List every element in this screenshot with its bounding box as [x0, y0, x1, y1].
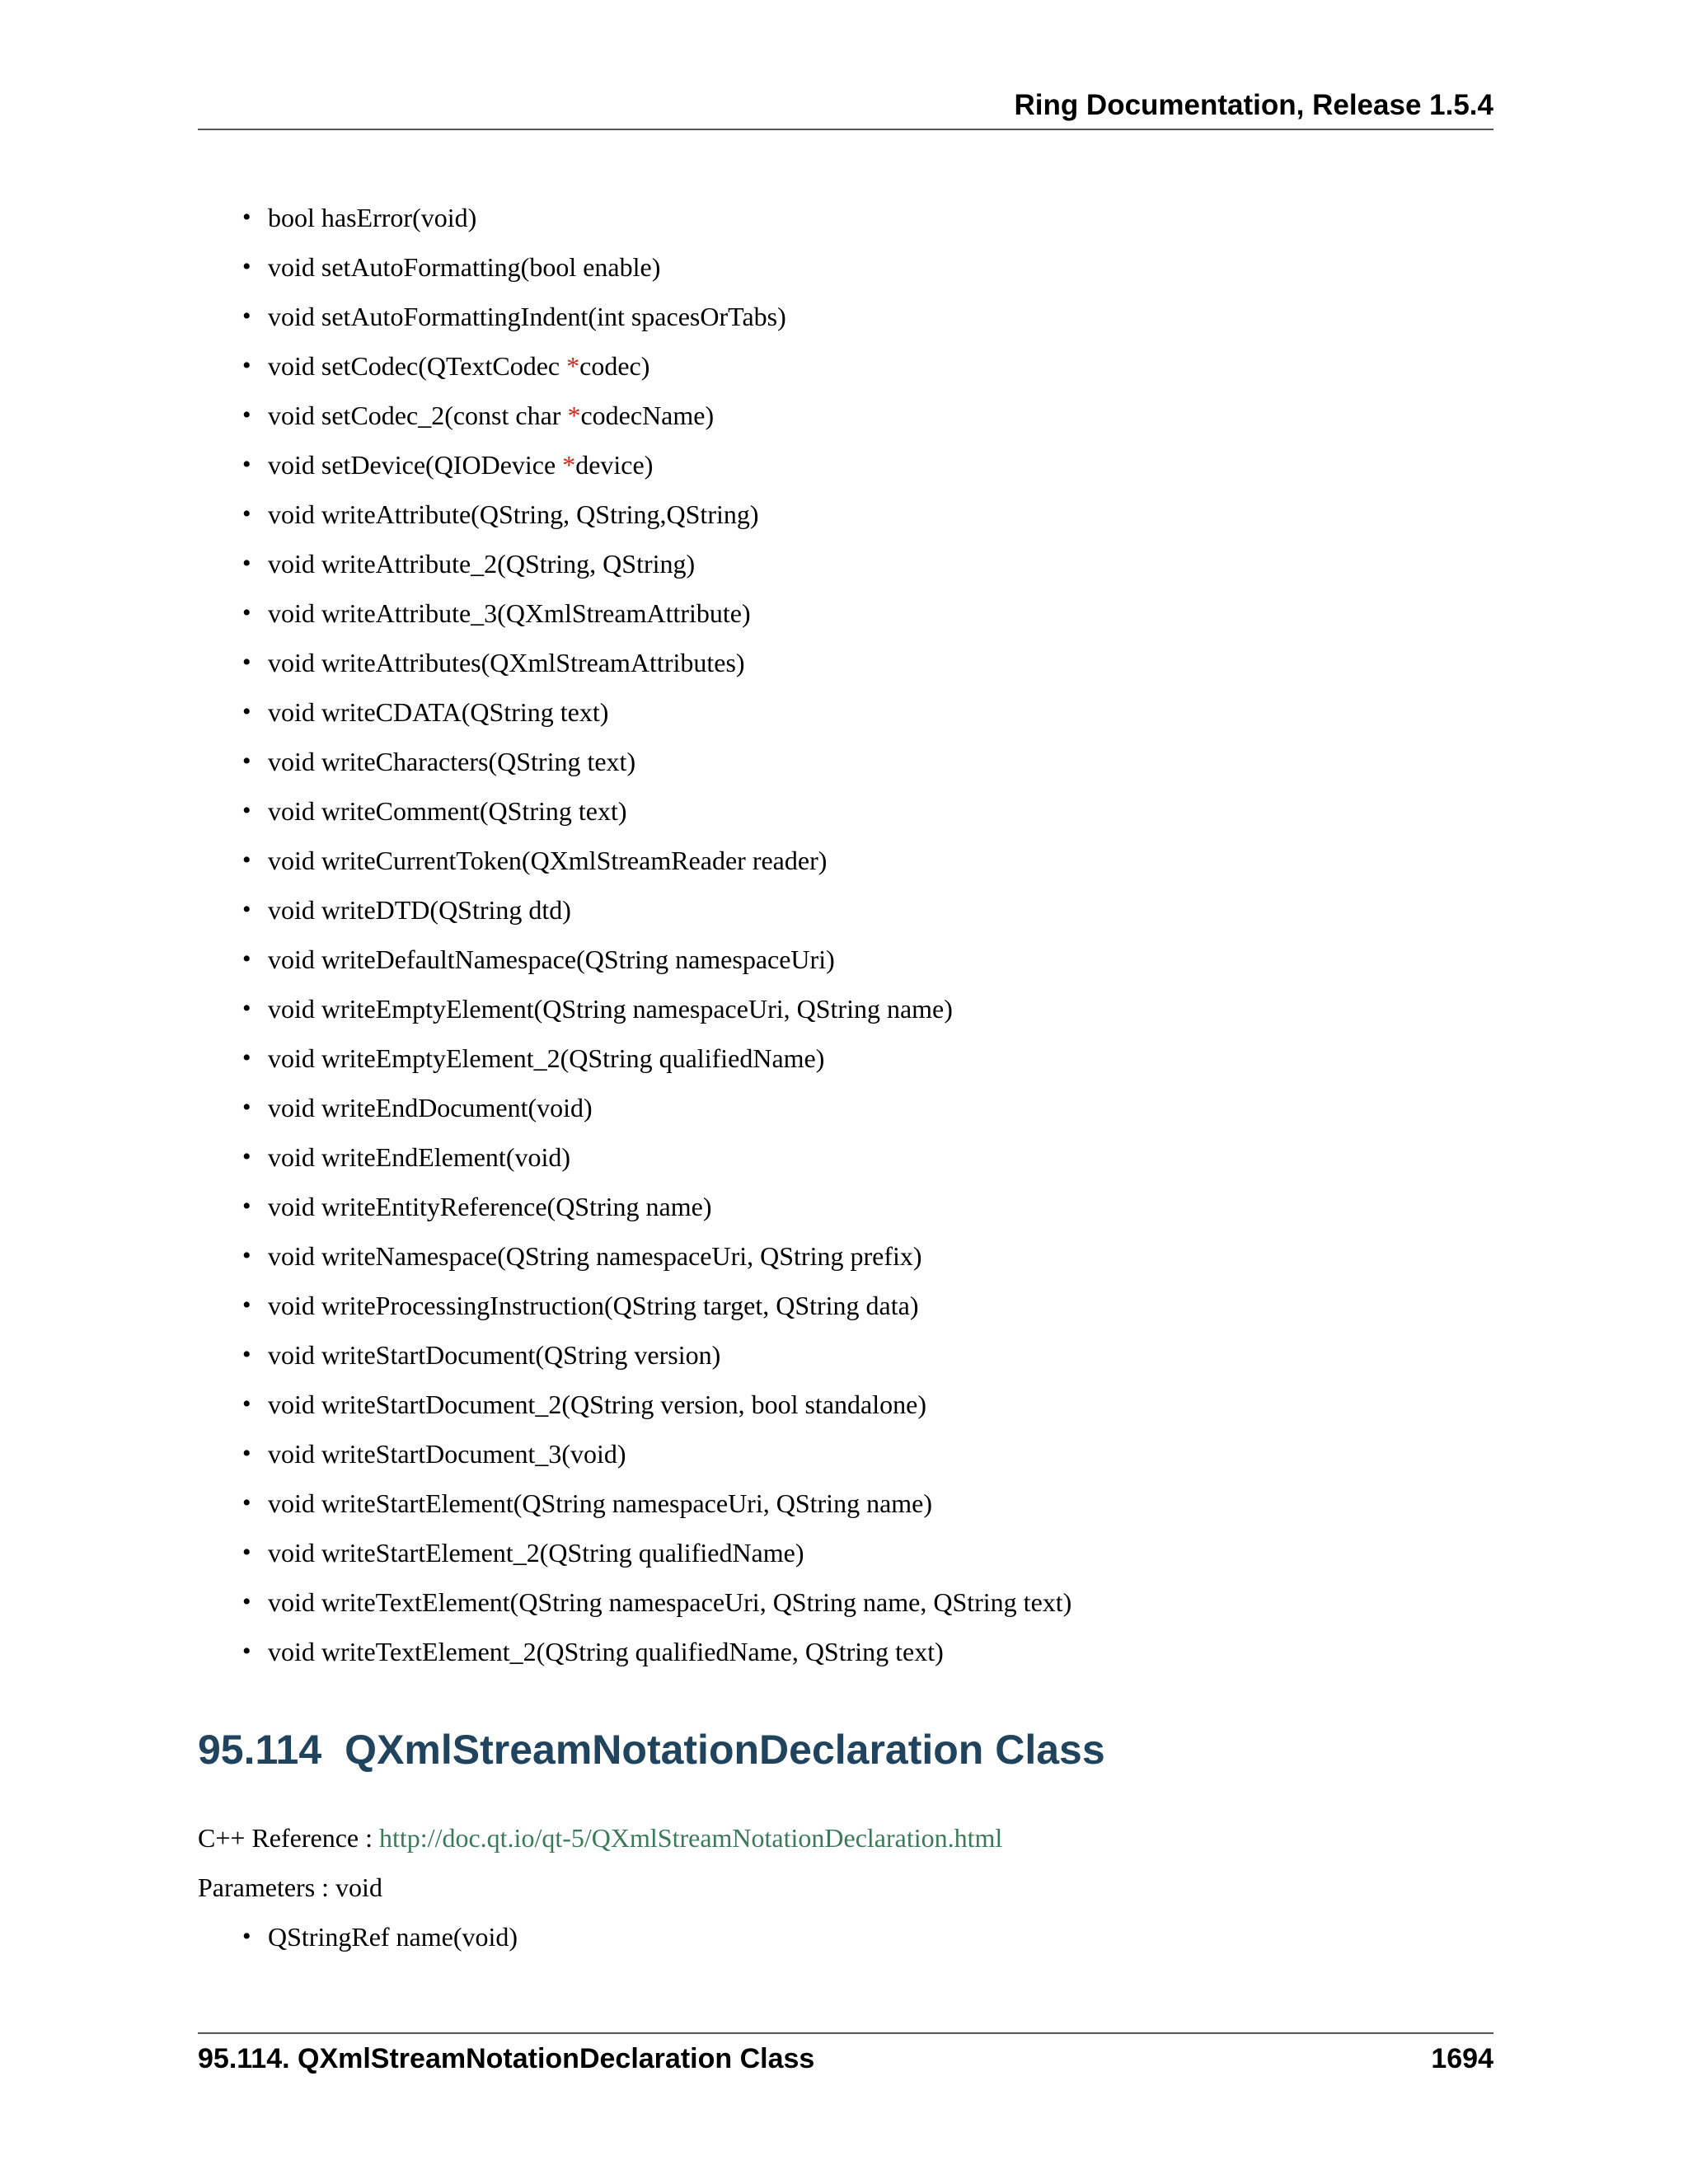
method-signature: void writeAttributes(QXmlStreamAttributes): [268, 648, 745, 677]
method-signature: void writeTextElement(QString namespaceUri, QString name, QString text): [268, 1587, 1072, 1617]
bullet-icon: •: [242, 1291, 251, 1319]
method-signature: void writeTextElement_2(QString qualifiedName, QString text): [268, 1637, 944, 1666]
method-signature: void writeDTD(QString dtd): [268, 895, 571, 925]
pointer-asterisk: *: [562, 450, 576, 480]
list-item: [239, 1281, 1071, 1330]
list-item: [239, 1528, 1071, 1577]
bullet-icon: •: [242, 1923, 251, 1950]
method-signature: void writeEmptyElement(QString namespaceUri, QString name): [268, 994, 953, 1024]
bullet-icon: •: [242, 698, 251, 725]
list-item: [239, 1429, 1071, 1479]
section-title: [198, 1726, 1105, 1774]
list-item: [239, 490, 1071, 539]
page-header: [198, 91, 1493, 130]
list-item: [239, 1182, 1071, 1231]
list-item: [239, 737, 1071, 786]
page-footer: [198, 2032, 1493, 2083]
reference-link[interactable]: http://doc.qt.io/qt-5/QXmlStreamNotationDeclaration.html: [379, 1823, 1003, 1853]
method-signature: QStringRef name(void): [268, 1922, 518, 1952]
list-item: [239, 1627, 1071, 1676]
method-signature: bool hasError(void): [268, 203, 477, 232]
list-item: [239, 836, 1071, 885]
bullet-icon: •: [242, 1489, 251, 1516]
method-signature: void writeAttribute_3(QXmlStreamAttribute): [268, 598, 751, 628]
list-item: [239, 687, 1071, 737]
method-signature: void writeEmptyElement_2(QString qualifiedName): [268, 1043, 825, 1073]
method-signature: void setAutoFormatting(bool enable): [268, 252, 661, 282]
bullet-icon: •: [242, 1094, 251, 1121]
bullet-icon: •: [242, 1044, 251, 1071]
bullet-icon: •: [242, 748, 251, 775]
method-signature: void writeCharacters(QString text): [268, 747, 636, 776]
list-item: [239, 638, 1071, 687]
method-signature: void writeDefaultNamespace(QString namespaceUri): [268, 944, 835, 974]
footer-section: 95.114. QXmlStreamNotationDeclaration Class: [198, 2043, 815, 2074]
bullet-icon: •: [242, 945, 251, 972]
bullet-icon: •: [242, 253, 251, 280]
list-item: [239, 1330, 1071, 1380]
bullet-icon: •: [242, 1638, 251, 1665]
list-item: [239, 1033, 1071, 1083]
list-item: [239, 1380, 1071, 1429]
list-item: [239, 292, 1071, 341]
list-item: [239, 984, 1071, 1033]
list-item: [239, 1083, 1071, 1132]
bullet-icon: •: [242, 204, 251, 231]
method-signature: void writeStartElement_2(QString qualifiedName): [268, 1538, 804, 1568]
header-title: Ring Documentation, Release 1.5.4: [1014, 89, 1493, 121]
list-item: [239, 885, 1071, 935]
bullet-icon: •: [242, 1143, 251, 1170]
list-item: [239, 1132, 1071, 1182]
section-title-text: QXmlStreamNotationDeclaration Class: [345, 1727, 1105, 1773]
method-signature: void writeEndElement(void): [268, 1142, 571, 1172]
bullet-icon: •: [242, 302, 251, 330]
list-item: [239, 242, 1071, 292]
bullet-icon: •: [242, 1242, 251, 1269]
bullet-icon: •: [242, 1390, 251, 1418]
bullet-icon: •: [242, 550, 251, 577]
method-signature: void writeEntityReference(QString name): [268, 1192, 712, 1221]
list-item: [239, 391, 1071, 440]
bullet-icon: •: [242, 451, 251, 478]
list-item: [239, 1479, 1071, 1528]
method-signature-tail: codec): [579, 351, 650, 381]
cpp-reference: [198, 1821, 1002, 1854]
method-signature: void writeStartElement(QString namespaceUri, QString name): [268, 1488, 933, 1518]
list-item: [239, 1577, 1071, 1627]
method-signature: void writeEndDocument(void): [268, 1093, 593, 1122]
section-number: 95.114: [198, 1727, 322, 1773]
method-signature: void writeProcessingInstruction(QString target, QString data): [268, 1291, 919, 1320]
bullet-icon: •: [242, 896, 251, 923]
bullet-icon: •: [242, 599, 251, 626]
reference-label: C++ Reference :: [198, 1823, 379, 1853]
method-signature: void setCodec(QTextCodec: [268, 351, 567, 381]
bullet-icon: •: [242, 500, 251, 527]
bullet-icon: •: [242, 995, 251, 1022]
section-method-list: [239, 1912, 518, 1961]
method-signature: void writeAttribute(QString, QString,QString): [268, 499, 759, 529]
list-item: [239, 341, 1071, 391]
bullet-icon: •: [242, 1341, 251, 1368]
method-list: [239, 193, 1071, 1676]
list-item: [239, 935, 1071, 984]
method-signature: void setDevice(QIODevice: [268, 450, 563, 480]
method-signature: void writeComment(QString text): [268, 796, 627, 826]
list-item: [239, 193, 1071, 242]
method-signature: void writeCurrentToken(QXmlStreamReader reader): [268, 846, 828, 875]
method-signature-tail: codecName): [580, 401, 715, 430]
bullet-icon: •: [242, 846, 251, 874]
parameters-line: Parameters : void: [198, 1872, 382, 1902]
method-signature: void writeStartDocument_2(QString version, bool standalone): [268, 1390, 926, 1419]
pointer-asterisk: *: [567, 401, 581, 430]
method-signature-tail: device): [575, 450, 654, 480]
page-number: 1694: [1431, 2043, 1493, 2074]
bullet-icon: •: [242, 1539, 251, 1566]
bullet-icon: •: [242, 1440, 251, 1467]
list-item: [239, 440, 1071, 490]
list-item: [239, 786, 1071, 836]
bullet-icon: •: [242, 1193, 251, 1220]
bullet-icon: •: [242, 797, 251, 824]
list-item: [239, 1912, 518, 1961]
bullet-icon: •: [242, 401, 251, 429]
method-signature: void writeStartDocument(QString version): [268, 1340, 721, 1370]
method-signature: void writeCDATA(QString text): [268, 697, 609, 727]
list-item: [239, 539, 1071, 588]
list-item: [239, 588, 1071, 638]
method-signature: void writeNamespace(QString namespaceUri, QString prefix): [268, 1241, 922, 1271]
method-signature: void writeStartDocument_3(void): [268, 1439, 626, 1469]
bullet-icon: •: [242, 1588, 251, 1615]
method-signature: void setCodec_2(const char: [268, 401, 568, 430]
pointer-asterisk: *: [566, 351, 580, 381]
list-item: [239, 1231, 1071, 1281]
method-signature: void writeAttribute_2(QString, QString): [268, 549, 696, 579]
method-signature: void setAutoFormattingIndent(int spacesOrTabs): [268, 302, 786, 331]
bullet-icon: •: [242, 352, 251, 379]
bullet-icon: •: [242, 649, 251, 676]
